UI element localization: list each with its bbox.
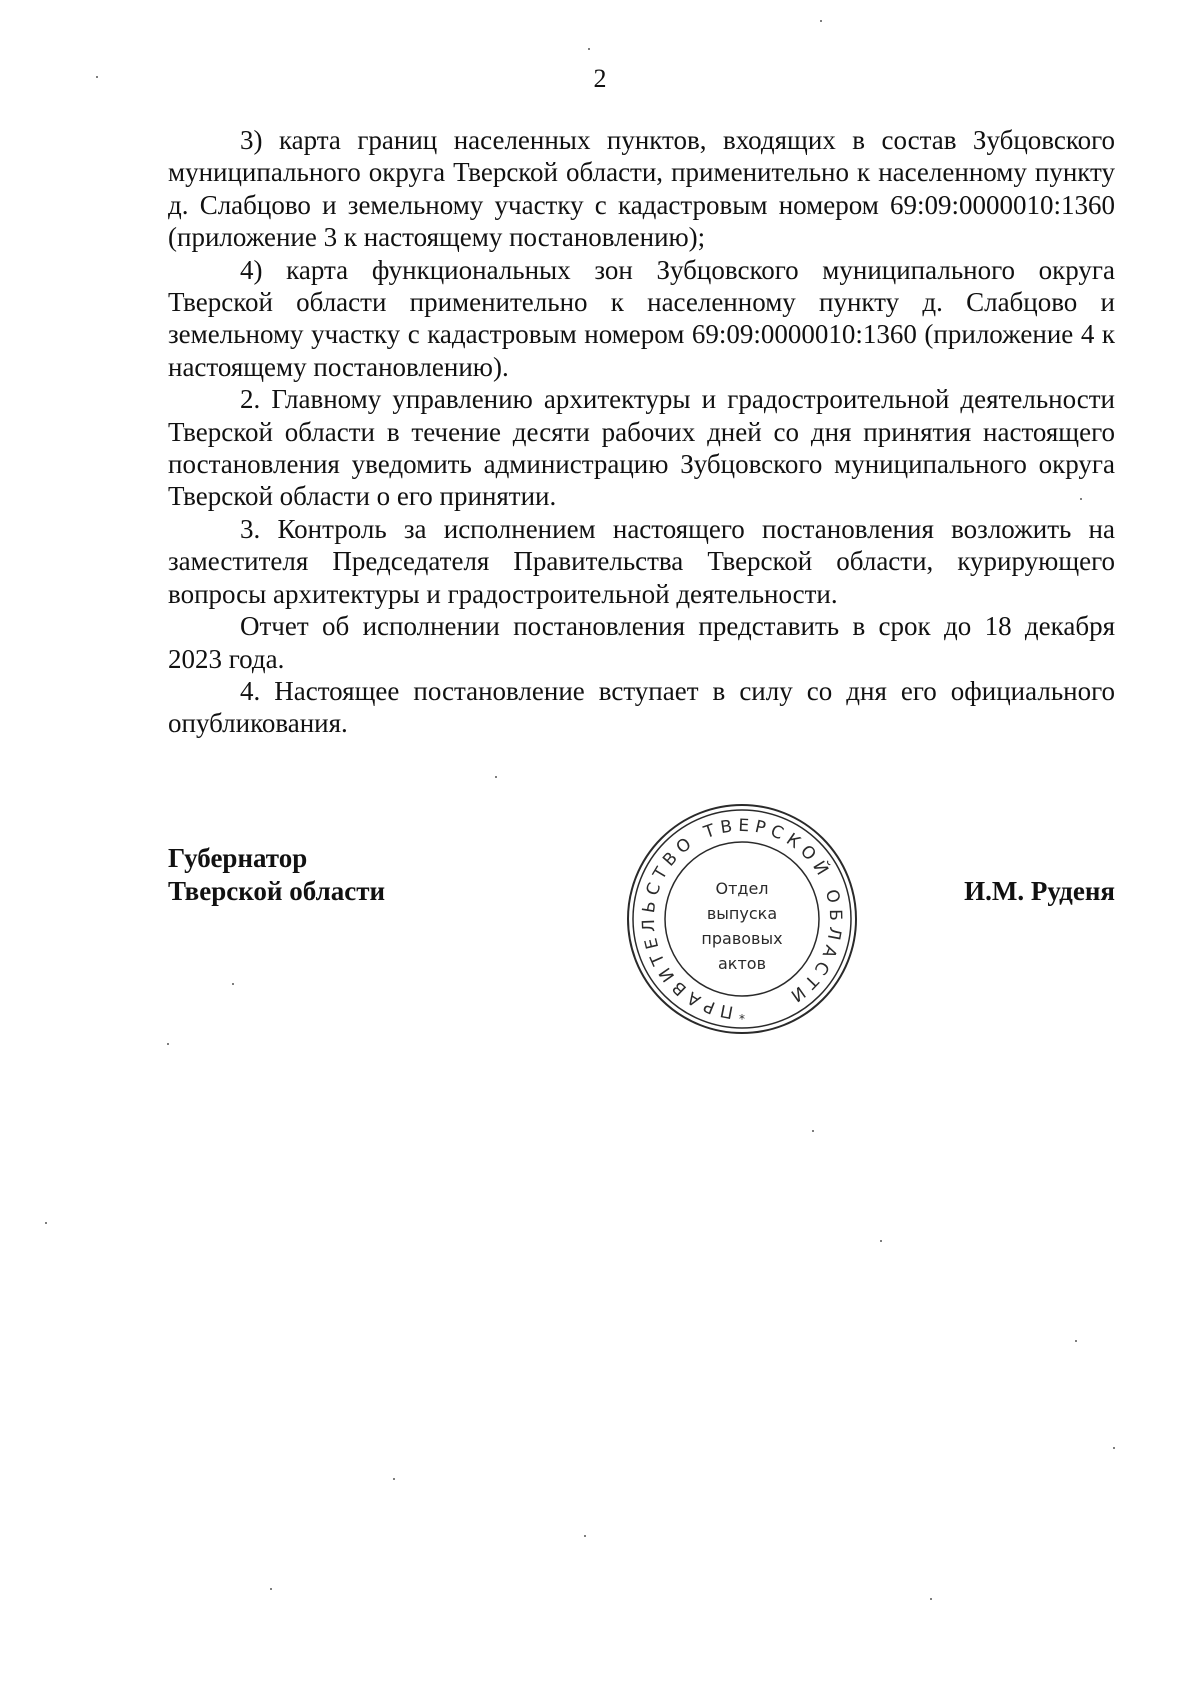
scan-speck [584, 1535, 586, 1537]
official-stamp [626, 803, 858, 1035]
paragraph-item-4: 4) карта функциональных зон Зубцовского муниципального округа Тверской области применительно к населенному пункту д. Слабцово и земельному участку с кадастровым номером 69:09:0000010:1360 (приложение 4 к настоящему постановлению). [168, 254, 1115, 382]
signatory-title-line-2: Тверской области [168, 876, 386, 906]
page-number: 2 [593, 64, 607, 93]
paragraph-clause-3: 3. Контроль за исполнением настоящего постановления возложить на заместителя Председателя Правительства Тверской области, курирующего вопросы архитектуры и градостроительной деятельности. [168, 513, 1115, 609]
signatory-name: И.М. Руденя [964, 876, 1115, 906]
signatory-title [168, 842, 385, 908]
stamp-center-line-1: Отдел [715, 879, 769, 898]
scan-speck [588, 48, 590, 50]
scan-speck [820, 20, 822, 22]
scan-speck [232, 983, 234, 985]
paragraph-clause-4: 4. Настоящее постановление вступает в силу со дня его официального опубликования. [168, 675, 1115, 739]
scan-speck [167, 1043, 169, 1045]
scan-speck [930, 1598, 932, 1600]
scan-speck [270, 1588, 272, 1590]
scan-speck [812, 1130, 814, 1132]
scan-speck [96, 76, 98, 78]
scan-speck [45, 1222, 47, 1224]
stamp-center-line-2: выпуска [706, 904, 778, 923]
document-body [168, 124, 1115, 740]
scan-speck [1075, 1340, 1077, 1342]
stamp-ring-text: ПРАВИТЕЛЬСТВО ТВЕРСКОЙ ОБЛАСТИ [638, 815, 846, 1022]
scan-speck [495, 776, 497, 778]
stamp-star: * [739, 1012, 745, 1026]
signatory-title-line-1: Губернатор [168, 843, 308, 873]
scan-speck [1113, 1447, 1115, 1449]
paragraph-item-3: 3) карта границ населенных пунктов, входящих в состав Зубцовского муниципального округа Тверской области, применительно к населенному пункту д. Слабцово и земельному участку с кадастровым номером 69:09:0000010:1360 (приложение 3 к настоящему постановлению); [168, 125, 1115, 253]
paragraph-report-deadline: Отчет об исполнении постановления представить в срок до 18 декабря 2023 года. [168, 611, 1115, 674]
scan-speck [393, 1478, 395, 1480]
scan-speck [1080, 498, 1082, 500]
paragraph-clause-2: 2. Главному управлению архитектуры и градостроительной деятельности Тверской области в течение десяти рабочих дней со дня принятия настоящего постановления уведомить администрацию Зубцовского муниципального округа Тверской области о его принятии. [168, 384, 1115, 512]
scan-speck [880, 1240, 882, 1242]
stamp-center-line-3: правовых [701, 929, 783, 948]
stamp-center-line-4: актов [717, 954, 767, 973]
